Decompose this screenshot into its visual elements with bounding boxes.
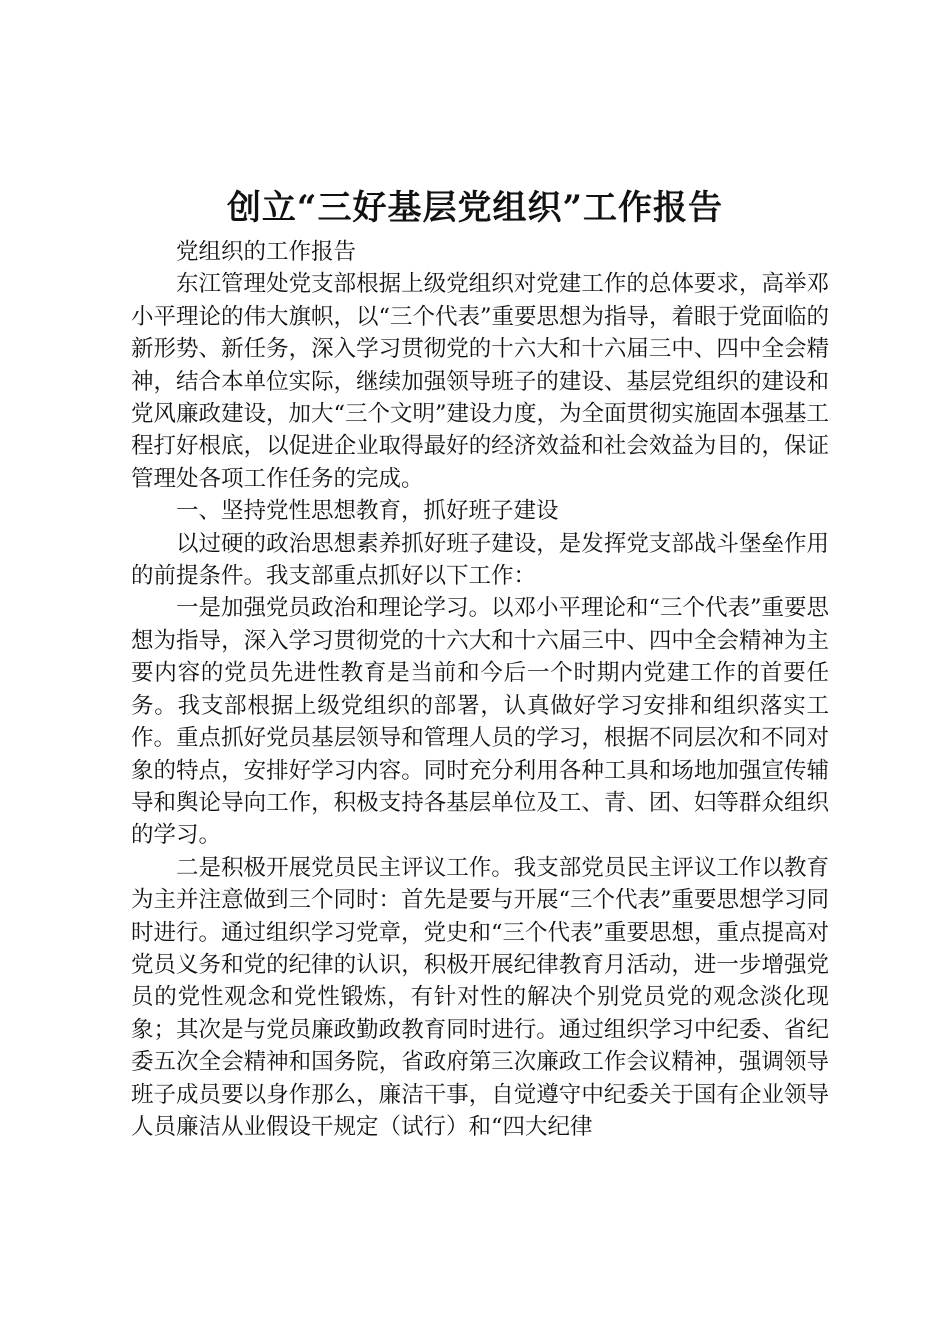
section-heading-1: 一、坚持党性思想教育，抓好班子建设 <box>176 498 559 525</box>
paragraph-section-1-intro: 以过硬的政治思想素养抓好班子建设，是发挥党支部战斗堡垒作用的前提条件。我支部重点抓好以下工作： <box>131 530 829 590</box>
document-body <box>131 236 829 1143</box>
paragraph-point-1: 一是加强党员政治和理论学习。以邓小平理论和“三个代表”重要思想为指导，深入学习贯彻党的十六大和十六届三中、四中全会精神为主要内容的党员先进性教育是当前和今后一个时期内党建工作的首要任务。我支部根据上级党组织的部署，认真做好学习安排和组织落实工作。重点抓好党员基层领导和管理人员的学习，根据不同层次和不同对象的特点，安排好学习内容。同时充分利用各种工具和场地加强宣传辅导和舆论导向工作，积极支持各基层单位及工、青、团、妇等群众组织的学习。 <box>131 595 830 849</box>
document-title: 创立“三好基层党组织”工作报告 <box>226 188 724 228</box>
paragraph-subtitle: 党组织的工作报告 <box>176 239 357 265</box>
paragraph-intro: 东江管理处党支部根据上级党组织对党建工作的总体要求，高举邓小平理论的伟大旗帜，以“三个代表”重要思想为指导，着眼于党面临的新形势、新任务，深入学习贯彻党的十六大和十六届三中、四中全会精神，结合本单位实际，继续加强领导班子的建设、基层党组织的建设和党风廉政建设，加大“三个文明”建设力度，为全面贯彻实施固本强基工程打好根底，以促进企业取得最好的经济效益和社会效益为目的，保证管理处各项工作任务的完成。 <box>131 271 830 492</box>
paragraph-point-2: 二是积极开展党员民主评议工作。我支部党员民主评议工作以教育为主并注意做到三个同时：首先是要与开展“三个代表”重要思想学习同时进行。通过组织学习党章，党史和“三个代表”重要思想，重点提高对党员义务和党的纪律的认识，积极开展纪律教育月活动，进一步增强党员的党性观念和党性锻炼，有针对性的解决个别党员党的观念淡化现象；其次是与党员廉政勤政教育同时进行。通过组织学习中纪委、省纪委五次全会精神和国务院，省政府第三次廉政工作会议精神，强调领导班子成员要以身作那么，廉洁干事，自觉遵守中纪委关于国有企业领导人员廉洁从业假设干规定（试行）和“四大纪律 <box>131 854 830 1140</box>
